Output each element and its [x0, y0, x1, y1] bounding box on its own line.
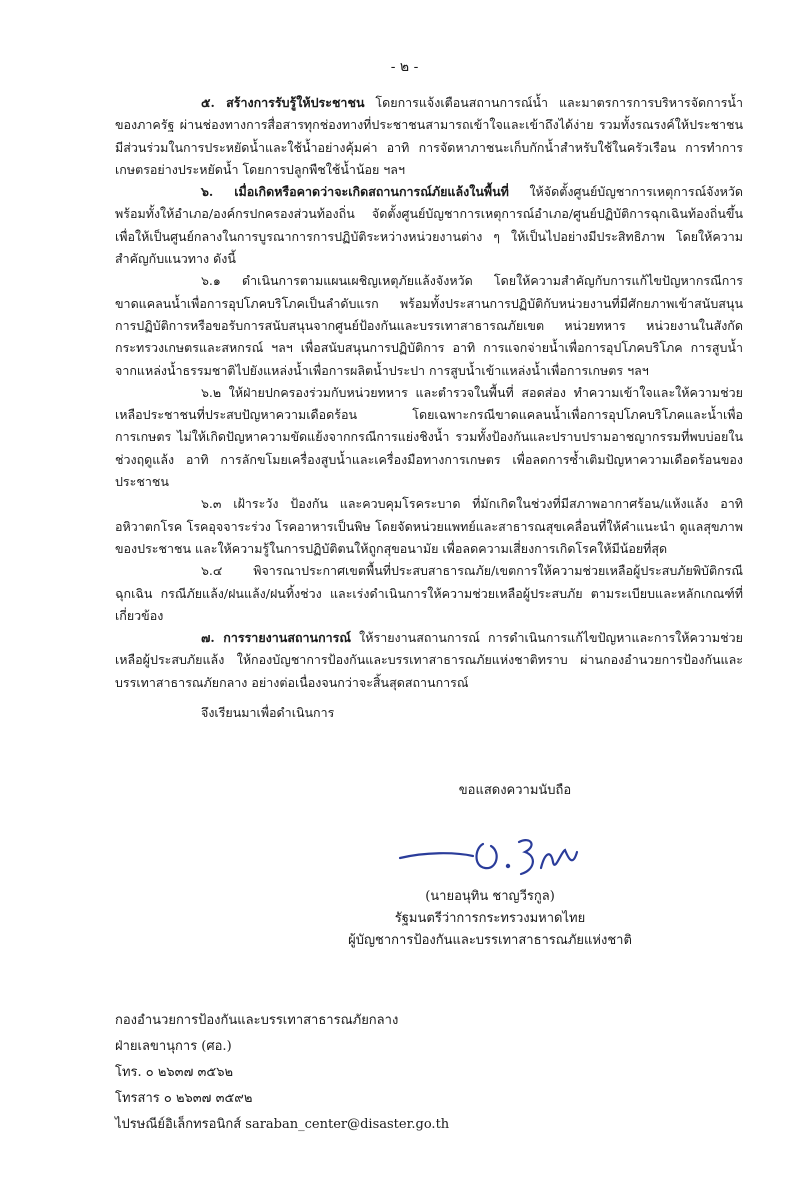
- paragraph-section-6-1: [115, 270, 743, 381]
- paragraph-section-6-4: [115, 560, 743, 627]
- section-text: โดยการแจ้งเตือนสถานการณ์น้ำ และมาตรการการบริหารจัดการน้ำของภาครัฐ ผ่านช่องทางการสื่อสารทุกช่องทางที่ประชาชนสามารถเข้าใจและเข้าถึงได้ง่าย รวมทั้งรณรงค์ให้ประชาชนมีส่วนร่วมในการประหยัดน้ำและใช้น้ำอย่างคุ้มค่า อาทิ การจัดหาภาชนะเก็บกักน้ำสำหรับใช้ในครัวเรือน การทำการเกษตรอย่างประหยัดน้ำ โดยการปลูกพืชใช้น้ำน้อย ฯลฯ: [115, 95, 743, 177]
- section-text: ๖.๑ ดำเนินการตามแผนเผชิญเหตุภัยแล้งจังหวัด โดยให้ความสำคัญกับการแก้ไขปัญหากรณีการขาดแคลนน้ำเพื่อการอุปโภคบริโภคเป็นลำดับแรก พร้อมทั้งประสานการปฏิบัติกับหน่วยงานที่มีศักยภาพเข้าสนับสนุนการปฏิบัติการหรือขอรับการสนับสนุนจากศูนย์ป้องกันและบรรเทาสาธารณภัยเขต หน่วยทหาร หน่วยงานในสังกัด กระทรวงเกษตรและสหกรณ์ ฯลฯ เพื่อสนับสนุนการปฏิบัติการ อาทิ การแจกจ่ายน้ำเพื่อการอุปโภคบริโภค การสูบน้ำจากแหล่งน้ำธรรมชาติไปยังแหล่งน้ำเพื่อการผลิตน้ำประปา การสูบน้ำเข้าแหล่งน้ำเพื่อการเกษตร ฯลฯ: [115, 273, 743, 378]
- section-heading: ๖. เมื่อเกิดหรือคาดว่าจะเกิดสถานการณ์ภัยแล้งในพื้นที่: [201, 184, 509, 200]
- section-text: ให้จัดตั้งศูนย์บัญชาการเหตุการณ์จังหวัด พร้อมทั้งให้อำเภอ/องค์กรปกครองส่วนท้องถิ่น จัดตั้งศูนย์บัญชาการเหตุการณ์อำเภอ/ศูนย์ปฏิบัติการฉุกเฉินท้องถิ่นขึ้น เพื่อให้เป็นศูนย์กลางในการบูรณาการการปฏิบัติระหว่างหน่วยงานต่าง ๆ ให้เป็นไปอย่างมีประสิทธิภาพ โดยให้ความสำคัญกับแนวทาง ดังนี้: [115, 184, 743, 267]
- section-text: ๖.๒ ให้ฝ่ายปกครองร่วมกับหน่วยทหาร และตำรวจในพื้นที่ สอดส่อง ทำความเข้าใจและให้ความช่วยเหลือประชาชนที่ประสบปัญหาความเดือดร้อน โดยเฉพาะกรณีขาดแคลนน้ำเพื่อการอุปโภคบริโภคและน้ำเพื่อการเกษตร ไม่ให้เกิดปัญหาความขัดแย้งจากกรณีการแย่งชิงน้ำ รวมทั้งป้องกันและปราบปรามอาชญากรรมที่พบบ่อยในช่วงฤดูแล้ง อาทิ การลักขโมยเครื่องสูบน้ำและเครื่องมือทางการเกษตร เพื่อลดการซ้ำเติมปัญหาความเดือดร้อนของประชาชน: [115, 384, 743, 490]
- signatory-role: ผู้บัญชาการป้องกันและบรรเทาสาธารณภัยแห่งชาติ: [348, 933, 632, 948]
- signatory-name: (นายอนุทิน ชาญวีรกูล): [425, 889, 555, 904]
- signatory-position: รัฐมนตรีว่าการกระทรวงมหาดไทย: [394, 911, 586, 926]
- section-text: ๖.๓ เฝ้าระวัง ป้องกัน และควบคุมโรคระบาด ที่มักเกิดในช่วงที่มีสภาพอากาศร้อน/แห้งแล้ง อาทิ อหิวาตกโรค โรคอุจจาระร่วง โรคอาหารเป็นพิษ โดยจัดหน่วยแพทย์และสาธารณสุขเคลื่อนที่ให้คำแนะนำ ดูแลสุขภาพของประชาชน และให้ความรู้ในการปฏิบัติตนให้ถูกสุขอนามัย เพื่อลดความเสี่ยงการเกิดโรคให้มีน้อยที่สุด: [115, 496, 743, 556]
- closing-line: จึงเรียนมาเพื่อดำเนินการ: [201, 705, 335, 721]
- footer-phone: โทร. ๐ ๒๖๓๗ ๓๕๖๒: [115, 1065, 234, 1080]
- footer-fax: โทรสาร ๐ ๒๖๓๗ ๓๕๙๒: [115, 1091, 253, 1106]
- letter-body: [115, 92, 743, 724]
- section-text: ๖.๔ พิจารณาประกาศเขตพื้นที่ประสบสาธารณภัย/เขตการให้ความช่วยเหลือผู้ประสบภัยพิบัติกรณีฉุกเฉิน กรณีภัยแล้ง/ฝนแล้ง/ฝนทิ้งช่วง และเร่งดำเนินการให้ความช่วยเหลือผู้ประสบภัย ตามระเบียบและหลักเกณฑ์ที่เกี่ยวข้อง: [115, 563, 743, 623]
- section-text: ให้รายงานสถานการณ์ การดำเนินการแก้ไขปัญหาและการให้ความช่วยเหลือผู้ประสบภัยแล้ง ให้กองบัญชาการป้องกันและบรรเทาสาธารณภัยแห่งชาติทราบ ผ่านกองอำนวยการป้องกันและบรรเทาสาธารณภัยกลาง อย่างต่อเนื่องจนกว่าจะสิ้นสุดสถานการณ์: [115, 630, 743, 690]
- paragraph-section-6: [115, 181, 743, 270]
- paragraph-section-5: [115, 92, 743, 181]
- section-heading: ๕. สร้างการรับรู้ให้ประชาชน: [201, 95, 365, 110]
- paragraph-section-6-2: [115, 382, 743, 493]
- paragraph-section-6-3: [115, 493, 743, 560]
- footer-division: ฝ่ายเลขานุการ (ศอ.): [115, 1039, 232, 1054]
- footer-department: กองอำนวยการป้องกันและบรรเทาสาธารณภัยกลาง: [115, 1013, 399, 1028]
- contact-footer: [115, 1008, 615, 1138]
- page-number: - ๒ -: [390, 59, 419, 75]
- section-heading: ๗. การรายงานสถานการณ์: [201, 630, 351, 646]
- signature-block: [300, 780, 680, 952]
- courtesy-closing: ขอแสดงความนับถือ: [458, 783, 572, 798]
- footer-email: ไปรษณีย์อิเล็กทรอนิกส์ saraban_center@disaster.go.th: [115, 1117, 450, 1132]
- handwritten-signature: [395, 822, 585, 882]
- paragraph-section-7: [115, 627, 743, 694]
